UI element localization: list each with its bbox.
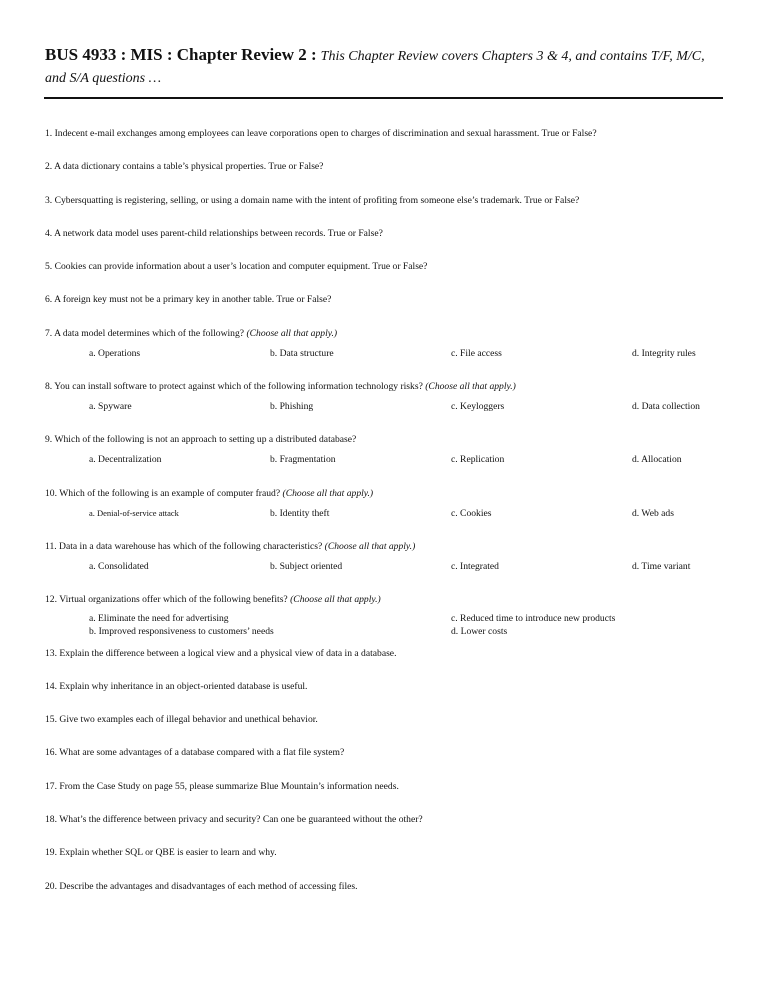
question-number: 18. <box>45 814 57 826</box>
question-item <box>45 540 725 593</box>
question-text: Indecent e-mail exchanges among employees can leave corporations open to charges of discrimination and sexual harassment. True or False? <box>54 128 597 139</box>
question-hint: (Choose all that apply.) <box>246 327 338 339</box>
option-c: c. Cookies <box>451 507 492 519</box>
question-text: You can install software to protect against which of the following information technology risks? <box>54 381 423 393</box>
question-text: Describe the advantages and disadvantages of each method of accessing files. <box>59 880 358 892</box>
option-c: c. Reduced time to introduce new products <box>451 613 616 625</box>
option-row <box>45 401 725 415</box>
question-item <box>45 593 725 646</box>
option-c: c. Replication <box>451 454 505 466</box>
question-number: 8. <box>45 381 53 393</box>
question-item <box>45 127 725 160</box>
question-text: What’s the difference between privacy and security? Can one be guaranteed without the other? <box>59 814 423 826</box>
question-text: What are some advantages of a database compared with a flat file system? <box>59 747 345 759</box>
question-text: From the Case Study on page 55, please summarize Blue Mountain’s information needs. <box>59 780 399 792</box>
question-text: A network data model uses parent-child relationships between records. True or False? <box>54 227 383 239</box>
question-hint: (Choose all that apply.) <box>290 594 381 606</box>
option-row <box>45 348 725 362</box>
question-number: 16. <box>45 747 57 759</box>
option-row <box>45 561 725 575</box>
question-text: Cybersquatting is registering, selling, or using a domain name with the intent of profiting from someone else’s trademark. True or False? <box>54 194 580 206</box>
option-a: a. Consolidated <box>89 560 149 572</box>
question-number: 10. <box>45 487 57 499</box>
question-item <box>45 880 725 913</box>
question-item <box>45 160 725 193</box>
option-a: a. Eliminate the need for advertising <box>89 613 229 625</box>
question-number: 17. <box>45 780 57 792</box>
option-b: b. Data structure <box>270 347 334 359</box>
question-item <box>45 680 725 713</box>
question-text: A data model determines which of the following? <box>54 327 245 339</box>
question-item <box>45 713 725 746</box>
option-b: b. Identity theft <box>270 507 330 519</box>
question-text: Which of the following is not an approach to setting up a distributed database? <box>54 434 357 446</box>
option-d: d. Time variant <box>632 560 691 572</box>
option-d: d. Data collection <box>632 401 700 413</box>
question-number: 1. <box>45 128 53 139</box>
question-number: 2. <box>45 161 53 173</box>
question-hint: (Choose all that apply.) <box>282 487 374 499</box>
question-list <box>45 127 725 913</box>
question-number: 20. <box>45 880 57 892</box>
option-a: a. Denial-of-service attack <box>89 507 179 518</box>
question-item <box>45 227 725 260</box>
option-row <box>45 508 725 522</box>
question-text: Explain why inheritance in an object-oriented database is useful. <box>59 680 308 692</box>
question-item <box>45 813 725 846</box>
option-d: d. Integrity rules <box>632 347 696 359</box>
question-text: Explain the difference between a logical view and a physical view of data in a database. <box>59 647 397 659</box>
question-number: 15. <box>45 714 57 726</box>
question-text: Virtual organizations offer which of the following benefits? <box>59 594 288 606</box>
page-header <box>45 44 725 89</box>
option-d: d. Web ads <box>632 507 674 519</box>
question-hint: (Choose all that apply.) <box>324 540 416 552</box>
question-item <box>45 647 725 680</box>
question-number: 13. <box>45 647 57 659</box>
option-b: b. Phishing <box>270 401 314 413</box>
question-item <box>45 780 725 813</box>
option-b: b. Subject oriented <box>270 560 343 572</box>
option-a: a. Operations <box>89 347 141 359</box>
question-number: 14. <box>45 680 57 692</box>
question-number: 19. <box>45 847 57 859</box>
question-number: 7. <box>45 327 53 339</box>
option-c: c. File access <box>451 347 502 359</box>
option-row <box>45 454 725 468</box>
question-number: 11. <box>45 540 57 552</box>
question-number: 12. <box>45 594 57 606</box>
question-item <box>45 846 725 879</box>
question-item <box>45 293 725 326</box>
option-c: c. Keyloggers <box>451 401 505 413</box>
page-title: BUS 4933 : MIS : Chapter Review 2 : <box>45 45 317 64</box>
question-text: Which of the following is an example of computer fraud? <box>59 487 281 499</box>
question-item <box>45 746 725 779</box>
question-number: 5. <box>45 261 53 273</box>
option-a: a. Decentralization <box>89 454 162 466</box>
option-b: b. Improved responsiveness to customers’ needs <box>89 626 274 638</box>
question-number: 6. <box>45 294 53 306</box>
option-c: c. Integrated <box>451 560 499 572</box>
question-item <box>45 327 725 380</box>
question-number: 4. <box>45 227 53 239</box>
question-item <box>45 380 725 433</box>
question-item <box>45 487 725 540</box>
question-item <box>45 260 725 293</box>
question-hint: (Choose all that apply.) <box>425 381 516 393</box>
question-text: Explain whether SQL or QBE is easier to learn and why. <box>59 847 277 859</box>
question-text: Give two examples each of illegal behavior and unethical behavior. <box>59 714 318 726</box>
question-text: A foreign key must not be a primary key in another table. True or False? <box>54 294 332 306</box>
page-subtitle: This Chapter Review covers Chapters 3 & 4, and contains T/F, M/C, and S/A questions … <box>45 49 705 86</box>
question-text: Cookies can provide information about a user’s location and computer equipment. True or False? <box>54 261 428 273</box>
option-d: d. Lower costs <box>451 626 508 638</box>
question-number: 9. <box>45 434 53 446</box>
question-item <box>45 433 725 486</box>
question-number: 3. <box>45 194 53 206</box>
question-text: Data in a data warehouse has which of the following characteristics? <box>59 540 323 552</box>
option-b: b. Fragmentation <box>270 454 336 466</box>
question-text: A data dictionary contains a table’s physical properties. True or False? <box>54 161 324 173</box>
question-item <box>45 194 725 227</box>
header-divider <box>44 97 723 99</box>
option-d: d. Allocation <box>632 454 682 466</box>
option-a: a. Spyware <box>89 401 132 413</box>
